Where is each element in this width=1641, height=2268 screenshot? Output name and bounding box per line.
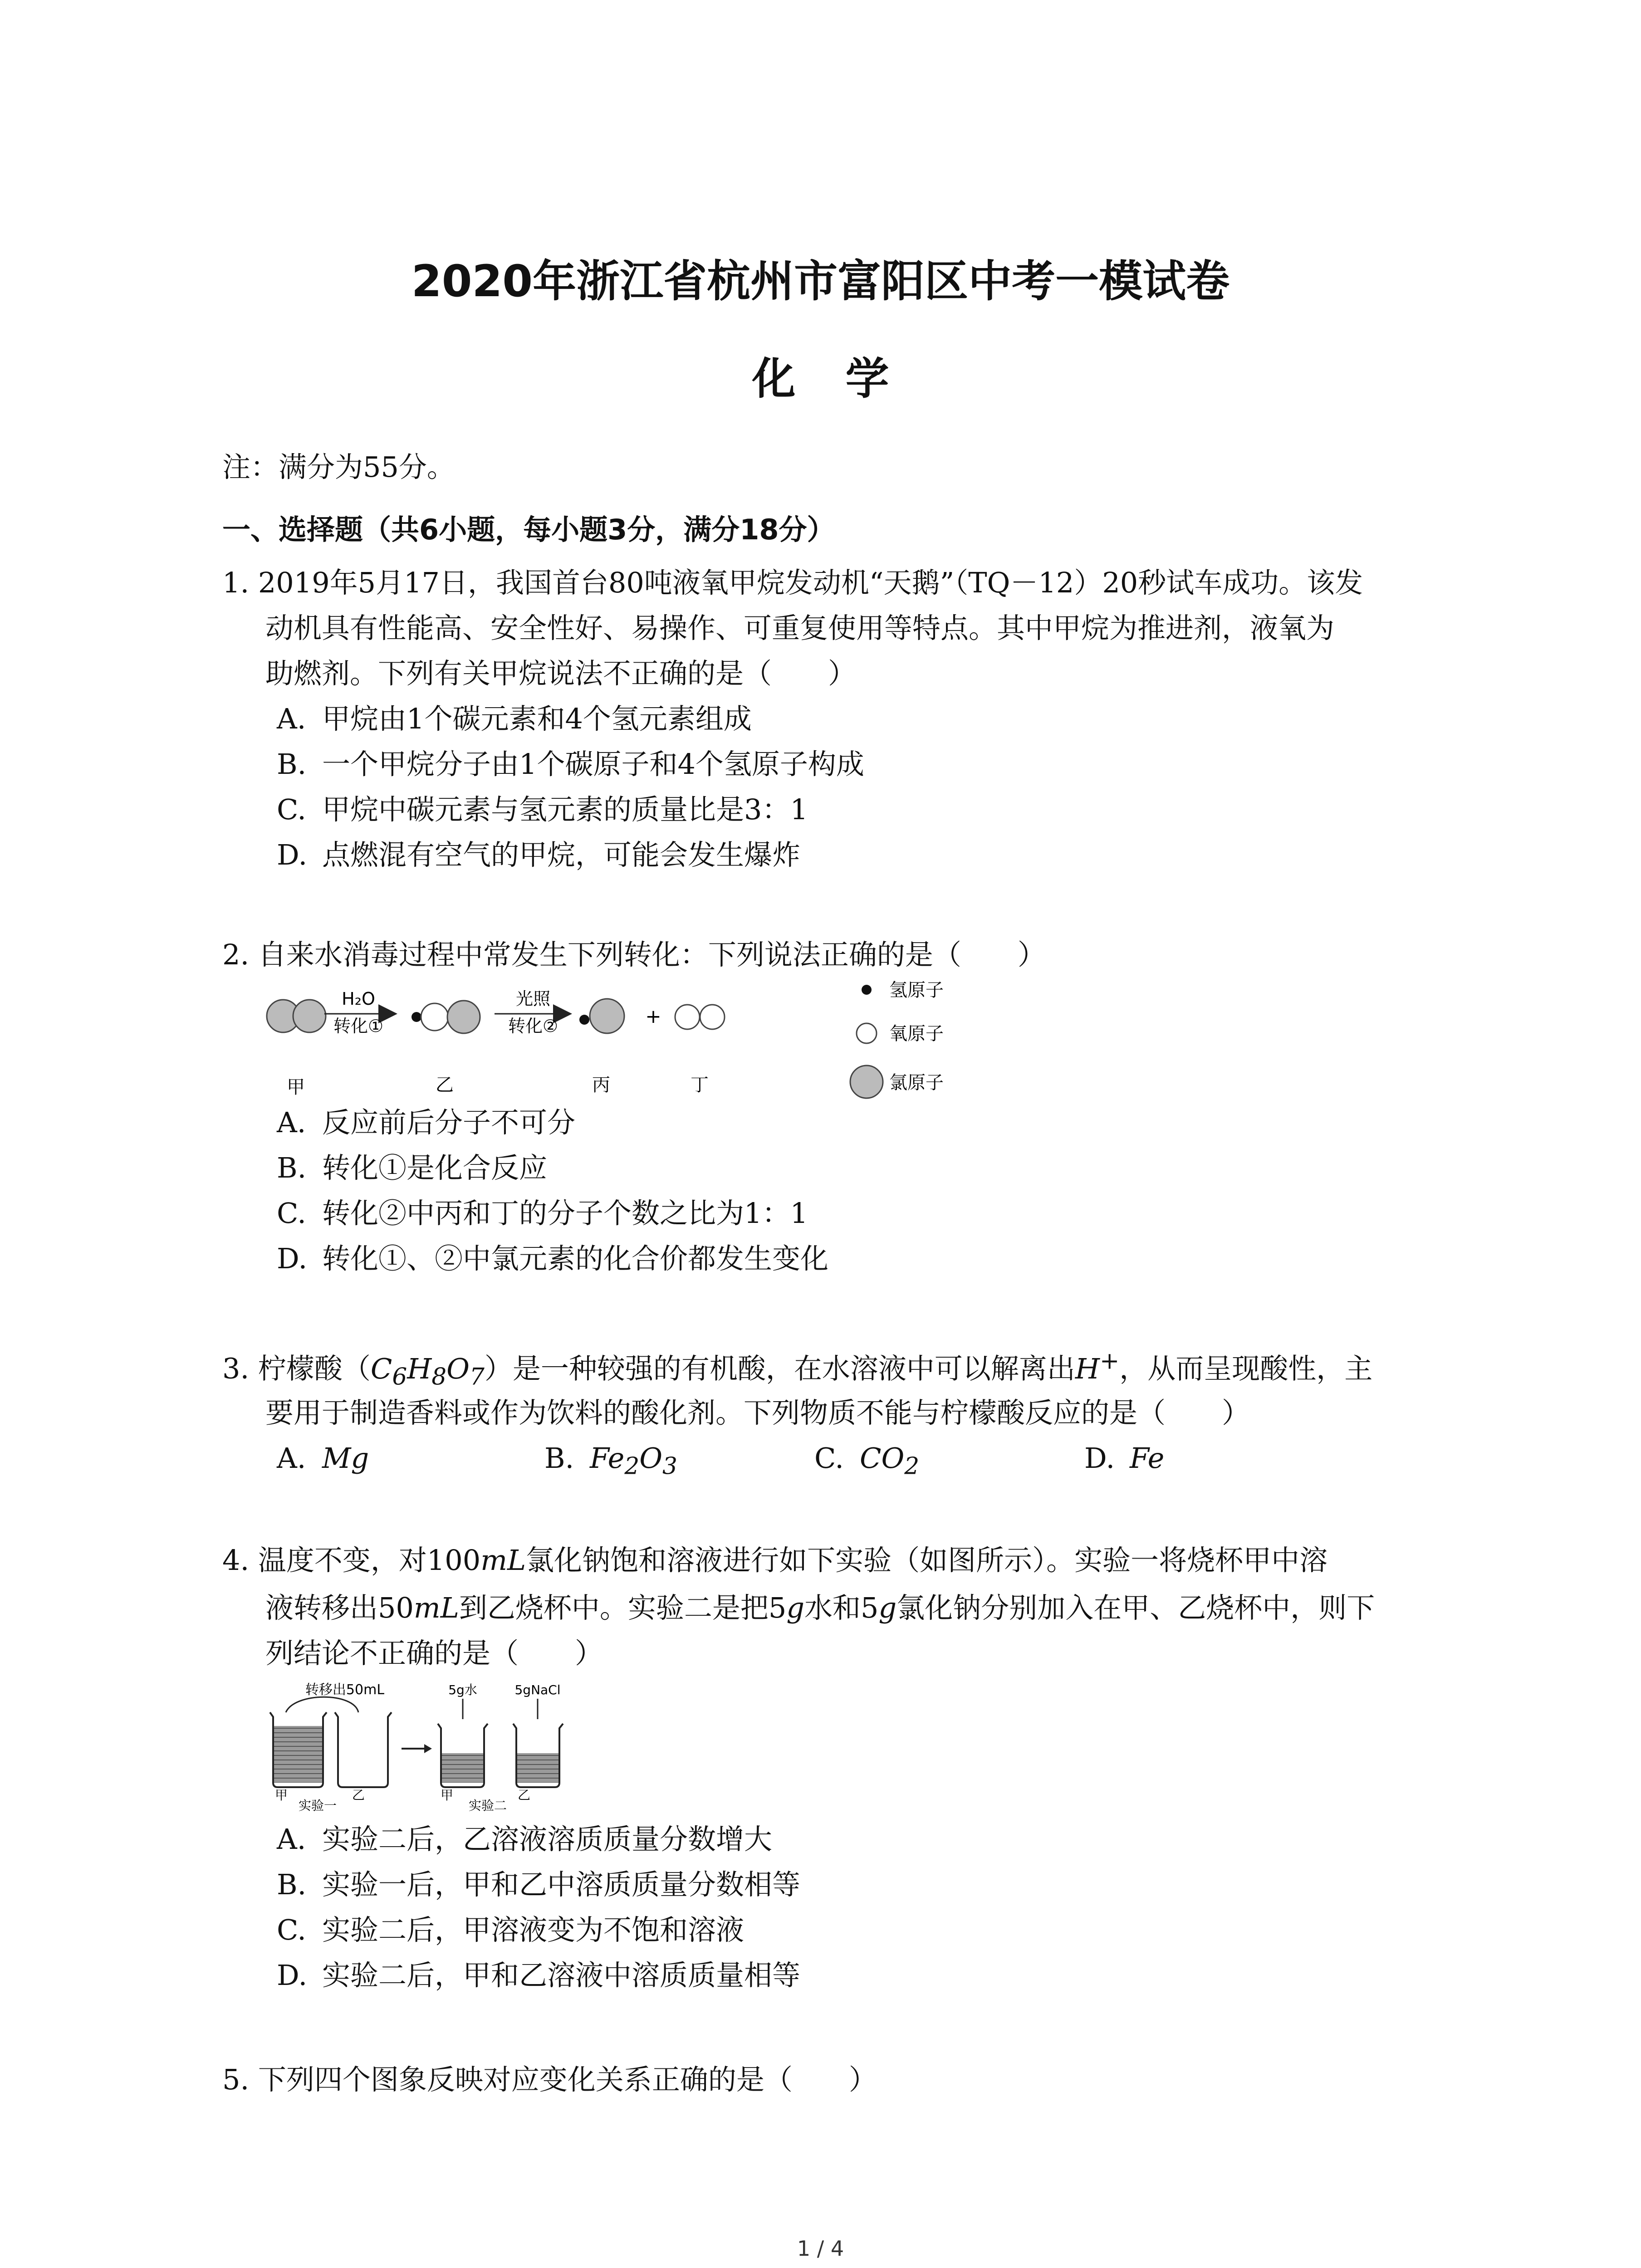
option-text: 实验二后，乙溶液溶质质量分数增大 <box>322 1823 773 1856</box>
q1-stem-line: 1. 2019年5月17日，我国首台80吨液氧甲烷发动机“天鹅”（TQ－12）20秒试车成功。该发 <box>222 566 1363 599</box>
option-label: B. <box>277 1151 307 1184</box>
q3-option-a[interactable]: A. Mg <box>277 1442 369 1475</box>
arrow-head-icon <box>424 1744 432 1753</box>
chlorine-atom-icon <box>850 1066 883 1098</box>
legend-chlorine: 氯原子 <box>889 1072 944 1093</box>
arrow1-bottom-label: 转化① <box>333 1016 384 1036</box>
option-text: 甲烷由1个碳元素和4个氢元素组成 <box>322 702 752 735</box>
q3-stem-line-1 <box>222 1343 1372 1395</box>
beaker-jia-1-icon <box>270 1712 327 1787</box>
option-text: 实验二后，甲溶液变为不饱和溶液 <box>322 1913 745 1946</box>
q4-option-a[interactable] <box>277 1821 772 1857</box>
transfer-arrow-icon <box>286 1697 358 1712</box>
score-note: 注：满分为55分。 <box>222 450 455 484</box>
text-segment: 3. 柠檬酸（ <box>222 1352 371 1385</box>
molecule-jia-icon <box>267 1000 326 1032</box>
q2-option-c[interactable] <box>277 1195 808 1232</box>
subject-title: 化学 <box>752 353 939 404</box>
label-yi-1: 乙 <box>352 1788 365 1803</box>
q1-option-a[interactable] <box>277 701 752 737</box>
q2-stem: 2. 自来水消毒过程中常发生下列转化：下列说法正确的是（ ） <box>222 938 1046 971</box>
q4-option-c[interactable] <box>277 1912 744 1948</box>
option-text: 转化①、②中氯元素的化合价都发生变化 <box>322 1242 829 1275</box>
q2-molecule-diagram <box>263 980 998 1102</box>
q1-option-d[interactable] <box>277 837 800 873</box>
oxygen-atom-icon <box>857 1023 877 1043</box>
label-exp2: 实验二 <box>468 1798 507 1812</box>
text-segment: ）是一种较强的有机酸，在水溶液中可以解离出 <box>484 1352 1075 1385</box>
option-text: 甲烷中碳元素与氢元素的质量比是3：1 <box>322 793 808 826</box>
option-label: C. <box>277 1197 306 1230</box>
q4-stem-line-1: 4. 温度不变，对100mL氯化钠饱和溶液进行如下实验（如图所示）。实验一将烧杯甲中溶 <box>222 1544 1328 1577</box>
label-ding: 丁 <box>691 1075 709 1095</box>
arrow2-bottom-label: 转化② <box>508 1016 558 1036</box>
label-bing: 丙 <box>592 1075 610 1095</box>
option-text: 点燃混有空气的甲烷，可能会发生爆炸 <box>322 838 801 871</box>
q3-option-d[interactable]: D. Fe <box>1084 1442 1165 1475</box>
page-number: 1 / 4 <box>797 2236 844 2261</box>
option-label: C. <box>277 793 306 826</box>
option-text: 实验二后，甲和乙溶液中溶质质量相等 <box>322 1959 801 1992</box>
section-heading: 一、选择题（共6小题，每小题3分，满分18分） <box>222 513 835 546</box>
option-label: C. <box>277 1913 306 1946</box>
option-label: D. <box>277 1959 308 1992</box>
beaker-yi-1-icon <box>335 1712 392 1787</box>
q1-option-c[interactable] <box>277 792 808 828</box>
hydrogen-ion: H+ <box>1075 1347 1120 1385</box>
plus-sign: + <box>645 1005 661 1027</box>
q2-option-b[interactable] <box>277 1150 547 1186</box>
salt-label: 5gNaCl <box>514 1682 561 1697</box>
molecule-bing-icon <box>579 999 624 1033</box>
beaker-yi-2-icon <box>513 1724 563 1787</box>
option-label: A. <box>277 1823 306 1856</box>
option-label: B. <box>277 748 307 781</box>
q1-stem-line: 动机具有性能高、安全性好、易操作、可重复使用等特点。其中甲烷为推进剂，液氧为 <box>265 611 1335 645</box>
molecule-ding-icon <box>675 1005 725 1029</box>
q4-option-b[interactable] <box>277 1867 800 1903</box>
citric-acid-formula: $C_6H_8O_7$ <box>370 1352 485 1391</box>
option-text: 转化②中丙和丁的分子个数之比为1：1 <box>322 1197 808 1230</box>
option-text: 实验一后，甲和乙中溶质质量分数相等 <box>322 1868 801 1901</box>
label-jia-1: 甲 <box>274 1788 288 1803</box>
transfer-label: 转移出50mL <box>305 1682 385 1698</box>
label-exp1: 实验一 <box>298 1798 337 1812</box>
option-label: A. <box>277 702 306 735</box>
q4-stem-line-2: 液转移出50mL到乙烧杯中。实验二是把5g水和5g氯化钠分别加入在甲、乙烧杯中，则下 <box>265 1591 1375 1624</box>
molecule-yi-icon <box>411 1001 480 1033</box>
q4-stem-line-3: 列结论不正确的是（ ） <box>265 1637 603 1670</box>
q5-stem: 5. 下列四个图象反映对应变化关系正确的是（ ） <box>222 2063 877 2096</box>
label-jia-2: 甲 <box>440 1788 454 1803</box>
q3-option-c[interactable]: C. $CO_2$ <box>814 1442 920 1480</box>
legend-oxygen: 氧原子 <box>889 1023 944 1044</box>
q3-option-b[interactable]: B. $Fe_2O_3$ <box>544 1442 677 1480</box>
label-jia: 甲 <box>287 1077 305 1098</box>
water-label: 5g水 <box>448 1682 477 1697</box>
label-yi: 乙 <box>436 1075 454 1095</box>
q3-stem-line-2: 要用于制造香料或作为饮料的酸化剂。下列物质不能与柠檬酸反应的是（ ） <box>265 1396 1250 1429</box>
legend <box>850 980 944 1098</box>
option-text: 一个甲烷分子由1个碳原子和4个氢原子构成 <box>322 748 864 781</box>
q2-option-d[interactable] <box>277 1241 828 1277</box>
hydrogen-atom-icon <box>862 985 872 995</box>
option-text: 反应前后分子不可分 <box>322 1106 576 1139</box>
q4-option-d[interactable] <box>277 1957 800 1994</box>
legend-hydrogen: 氢原子 <box>889 980 944 1001</box>
option-label: A. <box>277 1106 306 1139</box>
label-yi-2: 乙 <box>517 1788 531 1803</box>
option-text: 转化①是化合反应 <box>322 1151 548 1184</box>
beaker-jia-2-icon <box>438 1724 488 1787</box>
q1-stem-line: 助燃剂。下列有关甲烷说法不正确的是（ ） <box>265 657 857 690</box>
arrow1-top-label: H₂O <box>342 989 375 1009</box>
exam-title: 2020年浙江省杭州市富阳区中考一模试卷 <box>411 256 1230 307</box>
q4-beaker-diagram <box>268 1681 594 1812</box>
option-label: D. <box>277 1242 308 1275</box>
q2-option-a[interactable] <box>277 1105 575 1141</box>
option-label: B. <box>277 1868 307 1901</box>
text-segment: ，从而呈现酸性，主 <box>1119 1352 1373 1385</box>
q1-option-b[interactable] <box>277 746 864 782</box>
arrow2-top-label: 光照 <box>515 989 551 1009</box>
option-label: D. <box>277 838 308 871</box>
